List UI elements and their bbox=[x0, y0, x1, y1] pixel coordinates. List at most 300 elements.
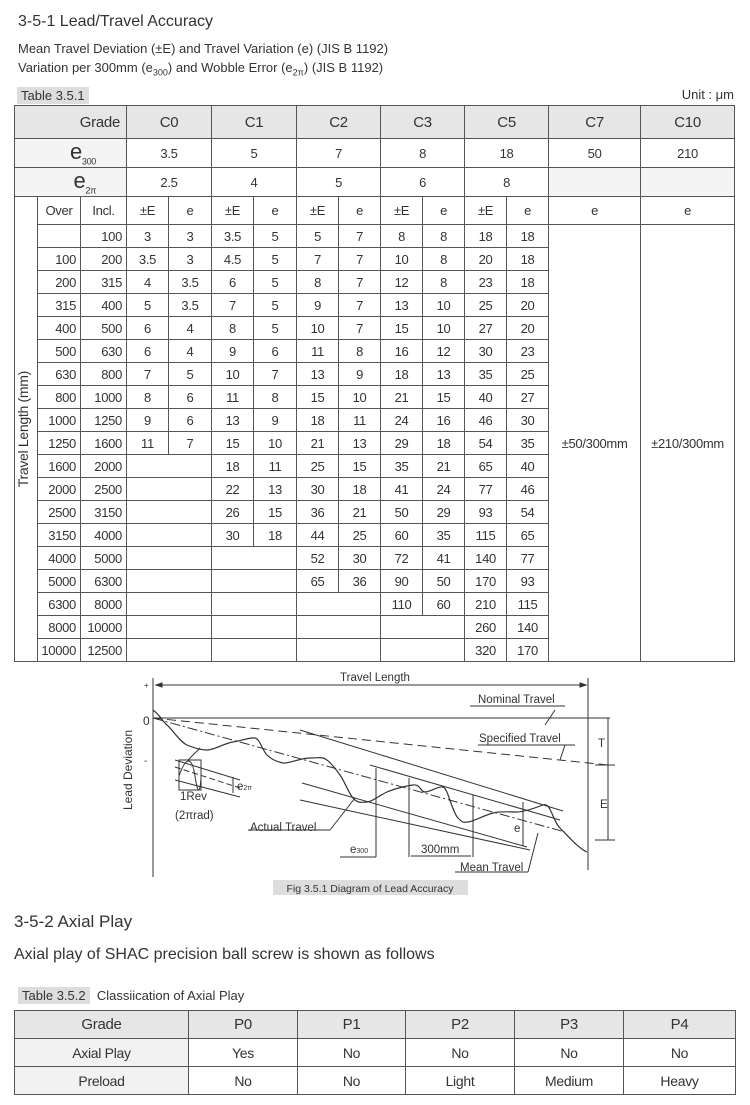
variation-value: 16 bbox=[423, 409, 465, 432]
cell-value: No bbox=[624, 1039, 736, 1067]
over-value: 1600 bbox=[38, 455, 81, 478]
T-label: T bbox=[598, 738, 606, 750]
e2pi-value: 4 bbox=[212, 168, 297, 197]
variation-value: 5 bbox=[254, 294, 297, 317]
mean-deviation-value: 6 bbox=[127, 317, 169, 340]
e2pi-value bbox=[549, 168, 641, 197]
variation-value: 10 bbox=[254, 432, 297, 455]
column-header: P0 bbox=[189, 1011, 298, 1039]
c10-value: ±210/300mm bbox=[641, 225, 735, 662]
mean-deviation-value: 4 bbox=[127, 271, 169, 294]
empty-cell bbox=[127, 455, 212, 478]
over-value: 500 bbox=[38, 340, 81, 363]
mean-deviation-value: 13 bbox=[381, 294, 423, 317]
mean-deviation-value: 65 bbox=[297, 570, 339, 593]
variation-value: 36 bbox=[339, 570, 381, 593]
cell-value: No bbox=[189, 1067, 298, 1095]
empty-cell bbox=[127, 570, 212, 593]
mean-deviation-value: 3 bbox=[127, 225, 169, 248]
mean-deviation-value: 35 bbox=[465, 363, 507, 386]
mean-deviation-value: 36 bbox=[297, 501, 339, 524]
grade-label: Grade bbox=[15, 106, 127, 139]
mean-deviation-value: 30 bbox=[465, 340, 507, 363]
mean-deviation-value: 52 bbox=[297, 547, 339, 570]
mean-deviation-value: 23 bbox=[465, 271, 507, 294]
over-header: Over bbox=[38, 197, 81, 225]
row-label: Axial Play bbox=[15, 1039, 189, 1067]
mean-deviation-value: 12 bbox=[381, 271, 423, 294]
1rev-label: 1Rev bbox=[180, 791, 207, 803]
e300-value: 3.5 bbox=[127, 139, 212, 168]
nominal-travel-label: Nominal Travel bbox=[478, 694, 555, 706]
mean-deviation-value: 4.5 bbox=[212, 248, 254, 271]
mean-deviation-header: ±E bbox=[212, 197, 254, 225]
over-value: 5000 bbox=[38, 570, 81, 593]
incl-value: 3150 bbox=[81, 501, 127, 524]
travel-length-label: Travel Length (mm) bbox=[15, 370, 31, 488]
mean-deviation-value: 15 bbox=[381, 317, 423, 340]
variation-value: 20 bbox=[507, 317, 549, 340]
variation-value: 18 bbox=[339, 478, 381, 501]
mean-deviation-value: 7 bbox=[297, 248, 339, 271]
e2pi-row bbox=[15, 168, 735, 197]
variation-value: 8 bbox=[423, 225, 465, 248]
variation-value: 60 bbox=[423, 593, 465, 616]
mean-deviation-value: 13 bbox=[212, 409, 254, 432]
variation-value: 11 bbox=[339, 409, 381, 432]
mean-deviation-value: 25 bbox=[297, 455, 339, 478]
subheader-row bbox=[15, 197, 735, 225]
empty-cell bbox=[212, 639, 297, 662]
grade-C2: C2 bbox=[297, 106, 381, 139]
section-title: 3-5-2 Axial Play bbox=[14, 912, 133, 931]
grade-C10: C10 bbox=[641, 106, 735, 139]
over-value: 100 bbox=[38, 248, 81, 271]
incl-value: 2000 bbox=[81, 455, 127, 478]
variation-value: 10 bbox=[423, 294, 465, 317]
variation-value: 11 bbox=[254, 455, 297, 478]
mean-deviation-value: 18 bbox=[465, 225, 507, 248]
variation-value: 3 bbox=[169, 248, 212, 271]
mean-deviation-value: 46 bbox=[465, 409, 507, 432]
over-value: 10000 bbox=[38, 639, 81, 662]
mean-deviation-header: ±E bbox=[127, 197, 169, 225]
e2pi-label: $e_{2\pi}$ bbox=[15, 168, 127, 197]
mean-deviation-value: 26 bbox=[212, 501, 254, 524]
empty-cell bbox=[212, 593, 297, 616]
mean-deviation-header: ±E bbox=[465, 197, 507, 225]
mean-deviation-value: 27 bbox=[465, 317, 507, 340]
mean-deviation-value: 9 bbox=[127, 409, 169, 432]
figure-caption: Fig 3.5.1 Diagram of Lead Accuracy bbox=[286, 883, 454, 895]
section-description: Axial play of SHAC precision ball screw is shown as follows bbox=[14, 946, 435, 963]
variation-value: 10 bbox=[423, 317, 465, 340]
over-value: 3150 bbox=[38, 524, 81, 547]
empty-cell bbox=[212, 570, 297, 593]
mean-deviation-value: 5 bbox=[127, 294, 169, 317]
variation-value: 13 bbox=[254, 478, 297, 501]
variation-value: 9 bbox=[254, 409, 297, 432]
e300-value: 18 bbox=[465, 139, 549, 168]
mean-deviation-value: 115 bbox=[465, 524, 507, 547]
incl-value: 10000 bbox=[81, 616, 127, 639]
zero-label: 0 bbox=[143, 714, 150, 728]
mean-deviation-value: 15 bbox=[212, 432, 254, 455]
mean-deviation-value: 30 bbox=[212, 524, 254, 547]
mean-deviation-value: 60 bbox=[381, 524, 423, 547]
E-label: E bbox=[600, 799, 608, 811]
header-row bbox=[15, 1011, 736, 1039]
travel-length-axis-label bbox=[15, 197, 38, 662]
mean-deviation-value: 22 bbox=[212, 478, 254, 501]
actual-travel-label: Actual Travel bbox=[250, 822, 317, 834]
empty-cell bbox=[127, 478, 212, 501]
mean-deviation-value: 90 bbox=[381, 570, 423, 593]
variation-value: 7 bbox=[339, 271, 381, 294]
cell-value: Yes bbox=[189, 1039, 298, 1067]
e300-label: e300 bbox=[350, 844, 369, 856]
mean-travel-label: Mean Travel bbox=[460, 862, 524, 874]
e2pi-value bbox=[641, 168, 735, 197]
variation-value: 30 bbox=[507, 409, 549, 432]
variation-value: 6 bbox=[169, 409, 212, 432]
variation-value: 13 bbox=[339, 432, 381, 455]
lead-accuracy-diagram bbox=[0, 665, 750, 900]
plus-label: + bbox=[144, 681, 149, 690]
over-value: 1250 bbox=[38, 432, 81, 455]
variation-header: e bbox=[641, 197, 735, 225]
empty-cell bbox=[127, 501, 212, 524]
variation-value: 50 bbox=[423, 570, 465, 593]
variation-value: 18 bbox=[507, 248, 549, 271]
variation-value: 115 bbox=[507, 593, 549, 616]
mean-deviation-value: 72 bbox=[381, 547, 423, 570]
e300-value: 50 bbox=[549, 139, 641, 168]
variation-value: 65 bbox=[507, 524, 549, 547]
e2pi-label: e2π bbox=[237, 781, 253, 793]
incl-value: 1600 bbox=[81, 432, 127, 455]
over-value: 400 bbox=[38, 317, 81, 340]
variation-value: 5 bbox=[254, 225, 297, 248]
e300-row bbox=[15, 139, 735, 168]
grade-header-row bbox=[15, 106, 735, 139]
e2pi-value: 6 bbox=[381, 168, 465, 197]
lower-envelope bbox=[302, 783, 527, 847]
variation-value: 21 bbox=[339, 501, 381, 524]
table-caption-row bbox=[18, 988, 244, 1003]
empty-cell bbox=[212, 547, 297, 570]
300mm-label: 300mm bbox=[421, 844, 460, 856]
mean-deviation-value: 25 bbox=[465, 294, 507, 317]
incl-value: 8000 bbox=[81, 593, 127, 616]
variation-value: 8 bbox=[339, 340, 381, 363]
empty-cell bbox=[127, 639, 212, 662]
variation-value: 3 bbox=[169, 225, 212, 248]
mean-deviation-value: 3.5 bbox=[212, 225, 254, 248]
variation-value: 25 bbox=[507, 363, 549, 386]
column-header: P2 bbox=[406, 1011, 515, 1039]
mean-deviation-value: 20 bbox=[465, 248, 507, 271]
grade-C1: C1 bbox=[212, 106, 297, 139]
empty-cell bbox=[297, 616, 381, 639]
variation-value: 30 bbox=[339, 547, 381, 570]
variation-value: 40 bbox=[507, 455, 549, 478]
cell-value: No bbox=[298, 1039, 406, 1067]
mean-deviation-value: 8 bbox=[381, 225, 423, 248]
table-row bbox=[15, 225, 735, 248]
lead-deviation-label: Lead Deviation bbox=[121, 729, 135, 811]
mean-deviation-value: 93 bbox=[465, 501, 507, 524]
e300-label: $e_{300}$ bbox=[15, 139, 127, 168]
mean-deviation-value: 11 bbox=[212, 386, 254, 409]
variation-value: 5 bbox=[254, 317, 297, 340]
column-header: Grade bbox=[15, 1011, 189, 1039]
variation-value: 6 bbox=[169, 386, 212, 409]
empty-cell bbox=[127, 616, 212, 639]
variation-value: 8 bbox=[423, 271, 465, 294]
mean-deviation-value: 50 bbox=[381, 501, 423, 524]
row-label: Preload bbox=[15, 1067, 189, 1095]
variation-value: 18 bbox=[423, 432, 465, 455]
table-row bbox=[15, 1039, 736, 1067]
variation-header: e bbox=[254, 197, 297, 225]
column-header: P4 bbox=[624, 1011, 736, 1039]
mean-deviation-value: 21 bbox=[297, 432, 339, 455]
variation-value: 140 bbox=[507, 616, 549, 639]
mean-deviation-value: 11 bbox=[127, 432, 169, 455]
variation-header: e bbox=[549, 197, 641, 225]
cell-value: Heavy bbox=[624, 1067, 736, 1095]
over-value: 315 bbox=[38, 294, 81, 317]
mean-deviation-value: 11 bbox=[297, 340, 339, 363]
variation-value: 3.5 bbox=[169, 294, 212, 317]
variation-value: 15 bbox=[423, 386, 465, 409]
mean-deviation-value: 9 bbox=[212, 340, 254, 363]
incl-value: 4000 bbox=[81, 524, 127, 547]
e2pi-value: 8 bbox=[465, 168, 549, 197]
mean-deviation-value: 8 bbox=[297, 271, 339, 294]
variation-value: 7 bbox=[254, 363, 297, 386]
cell-value: No bbox=[298, 1067, 406, 1095]
axial-play-table bbox=[14, 1010, 736, 1095]
table-label: Table 3.5.2 bbox=[18, 987, 90, 1004]
over-value: 4000 bbox=[38, 547, 81, 570]
section-title: 3-5-1 Lead/Travel Accuracy bbox=[18, 13, 214, 30]
variation-value: 18 bbox=[507, 271, 549, 294]
variation-value: 4 bbox=[169, 317, 212, 340]
e2pi-value: 2.5 bbox=[127, 168, 212, 197]
specified-travel-label: Specified Travel bbox=[479, 733, 561, 745]
variation-value: 5 bbox=[254, 248, 297, 271]
empty-cell bbox=[381, 639, 465, 662]
over-value: 1000 bbox=[38, 409, 81, 432]
variation-value: 46 bbox=[507, 478, 549, 501]
mean-deviation-value: 140 bbox=[465, 547, 507, 570]
variation-value: 8 bbox=[254, 386, 297, 409]
unit-label: Unit : μm bbox=[681, 87, 734, 102]
e2pi-value: 5 bbox=[297, 168, 381, 197]
2pi-rad-label: (2πrad) bbox=[175, 810, 214, 822]
variation-value: 3.5 bbox=[169, 271, 212, 294]
over-value: 630 bbox=[38, 363, 81, 386]
variation-value: 35 bbox=[423, 524, 465, 547]
variation-header: e bbox=[169, 197, 212, 225]
e300-value: 5 bbox=[212, 139, 297, 168]
e300-value: 210 bbox=[641, 139, 735, 168]
variation-value: 8 bbox=[423, 248, 465, 271]
mean-deviation-value: 10 bbox=[381, 248, 423, 271]
empty-cell bbox=[297, 593, 381, 616]
grade-C5: C5 bbox=[465, 106, 549, 139]
mean-deviation-value: 6 bbox=[212, 271, 254, 294]
travel-length-label: Travel Length bbox=[340, 672, 410, 684]
variation-value: 9 bbox=[339, 363, 381, 386]
mean-deviation-value: 10 bbox=[212, 363, 254, 386]
variation-value: 15 bbox=[339, 455, 381, 478]
mean-deviation-value: 13 bbox=[297, 363, 339, 386]
variation-value: 54 bbox=[507, 501, 549, 524]
mean-deviation-value: 7 bbox=[127, 363, 169, 386]
mean-deviation-value: 15 bbox=[297, 386, 339, 409]
mean-deviation-value: 110 bbox=[381, 593, 423, 616]
grade-C7: C7 bbox=[549, 106, 641, 139]
mean-deviation-value: 8 bbox=[127, 386, 169, 409]
mean-deviation-value: 210 bbox=[465, 593, 507, 616]
empty-cell bbox=[381, 616, 465, 639]
variation-value: 18 bbox=[254, 524, 297, 547]
variation-header: e bbox=[339, 197, 381, 225]
variation-header: e bbox=[507, 197, 549, 225]
mean-deviation-value: 170 bbox=[465, 570, 507, 593]
variation-value: 18 bbox=[507, 225, 549, 248]
description-line: Mean Travel Deviation (±E) and Travel Variation (e) (JIS B 1192) bbox=[18, 41, 389, 56]
variation-value: 24 bbox=[423, 478, 465, 501]
variation-value: 170 bbox=[507, 639, 549, 662]
cell-value: Medium bbox=[515, 1067, 624, 1095]
table-label: Table 3.5.1 bbox=[17, 87, 89, 104]
mean-deviation-header: ±E bbox=[297, 197, 339, 225]
empty-cell bbox=[212, 616, 297, 639]
variation-value: 5 bbox=[169, 363, 212, 386]
incl-value: 6300 bbox=[81, 570, 127, 593]
over-value: 2000 bbox=[38, 478, 81, 501]
variation-value: 21 bbox=[423, 455, 465, 478]
c7-value: ±50/300mm bbox=[549, 225, 641, 662]
mean-deviation-value: 5 bbox=[297, 225, 339, 248]
column-header: P1 bbox=[298, 1011, 406, 1039]
incl-value: 500 bbox=[81, 317, 127, 340]
incl-value: 200 bbox=[81, 248, 127, 271]
variation-value: 10 bbox=[339, 386, 381, 409]
empty-cell bbox=[127, 593, 212, 616]
variation-value: 4 bbox=[169, 340, 212, 363]
mean-deviation-value: 3.5 bbox=[127, 248, 169, 271]
incl-value: 1000 bbox=[81, 386, 127, 409]
cell-value: Light bbox=[406, 1067, 515, 1095]
over-value bbox=[38, 225, 81, 248]
grade-C3: C3 bbox=[381, 106, 465, 139]
variation-value: 41 bbox=[423, 547, 465, 570]
mean-deviation-value: 18 bbox=[381, 363, 423, 386]
variation-header: e bbox=[423, 197, 465, 225]
mean-deviation-value: 29 bbox=[381, 432, 423, 455]
empty-cell bbox=[127, 524, 212, 547]
e-label: e bbox=[514, 823, 521, 835]
cell-value: No bbox=[515, 1039, 624, 1067]
mean-deviation-value: 30 bbox=[297, 478, 339, 501]
over-value: 6300 bbox=[38, 593, 81, 616]
incl-value: 12500 bbox=[81, 639, 127, 662]
incl-value: 400 bbox=[81, 294, 127, 317]
mean-deviation-value: 16 bbox=[381, 340, 423, 363]
minus-label: - bbox=[144, 756, 148, 767]
column-header: P3 bbox=[515, 1011, 624, 1039]
incl-value: 800 bbox=[81, 363, 127, 386]
mean-deviation-value: 40 bbox=[465, 386, 507, 409]
mean-deviation-value: 260 bbox=[465, 616, 507, 639]
mean-deviation-value: 65 bbox=[465, 455, 507, 478]
variation-value: 5 bbox=[254, 271, 297, 294]
empty-cell bbox=[297, 639, 381, 662]
incl-value: 630 bbox=[81, 340, 127, 363]
incl-value: 2500 bbox=[81, 478, 127, 501]
variation-value: 93 bbox=[507, 570, 549, 593]
mean-deviation-value: 320 bbox=[465, 639, 507, 662]
mean-deviation-value: 18 bbox=[212, 455, 254, 478]
incl-value: 5000 bbox=[81, 547, 127, 570]
mean-deviation-header: ±E bbox=[381, 197, 423, 225]
over-value: 8000 bbox=[38, 616, 81, 639]
mean-deviation-value: 41 bbox=[381, 478, 423, 501]
mean-deviation-value: 7 bbox=[212, 294, 254, 317]
variation-value: 77 bbox=[507, 547, 549, 570]
incl-value: 1250 bbox=[81, 409, 127, 432]
lead-accuracy-table bbox=[14, 105, 735, 662]
empty-cell bbox=[127, 547, 212, 570]
e300-value: 7 bbox=[297, 139, 381, 168]
mean-deviation-value: 21 bbox=[381, 386, 423, 409]
variation-value: 7 bbox=[339, 317, 381, 340]
mean-deviation-value: 10 bbox=[297, 317, 339, 340]
table-row bbox=[15, 1067, 736, 1095]
variation-value: 7 bbox=[169, 432, 212, 455]
grade-C0: C0 bbox=[127, 106, 212, 139]
mean-deviation-value: 6 bbox=[127, 340, 169, 363]
mean-deviation-value: 35 bbox=[381, 455, 423, 478]
mean-deviation-value: 18 bbox=[297, 409, 339, 432]
variation-value: 13 bbox=[423, 363, 465, 386]
over-value: 2500 bbox=[38, 501, 81, 524]
variation-value: 7 bbox=[339, 248, 381, 271]
over-value: 800 bbox=[38, 386, 81, 409]
variation-value: 25 bbox=[339, 524, 381, 547]
incl-header: Incl. bbox=[81, 197, 127, 225]
variation-value: 23 bbox=[507, 340, 549, 363]
mean-deviation-value: 77 bbox=[465, 478, 507, 501]
mean-deviation-value: 24 bbox=[381, 409, 423, 432]
mean-deviation-value: 9 bbox=[297, 294, 339, 317]
incl-value: 100 bbox=[81, 225, 127, 248]
mean-deviation-value: 44 bbox=[297, 524, 339, 547]
mean-deviation-value: 8 bbox=[212, 317, 254, 340]
cell-value: No bbox=[406, 1039, 515, 1067]
variation-value: 20 bbox=[507, 294, 549, 317]
incl-value: 315 bbox=[81, 271, 127, 294]
variation-value: 35 bbox=[507, 432, 549, 455]
variation-value: 7 bbox=[339, 225, 381, 248]
variation-value: 12 bbox=[423, 340, 465, 363]
variation-value: 29 bbox=[423, 501, 465, 524]
